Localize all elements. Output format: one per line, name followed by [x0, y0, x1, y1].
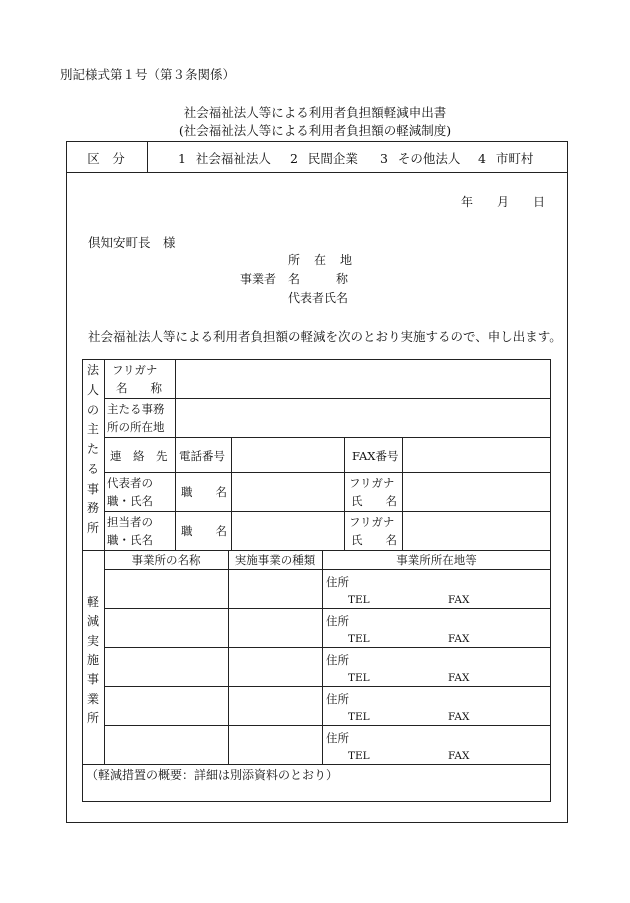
form-number: 別記様式第１号（第３条関係）	[60, 67, 236, 82]
office-name-label: 名 称	[116, 381, 162, 395]
date-month[interactable]: 月	[497, 195, 510, 209]
phone-number-label: 電話番号	[179, 449, 225, 463]
main-office-address-field[interactable]	[176, 399, 550, 436]
header-facility-name: 事業所の名称	[131, 553, 201, 567]
row-tel-label: TEL	[348, 633, 370, 645]
declaration-statement: 社会福祉法人等による利用者負担額の軽減を次のとおり実施するので、申し出ます。	[88, 329, 562, 344]
contact-label: 連 絡 先	[110, 449, 168, 463]
addressee: 倶知安町長 様	[88, 235, 176, 250]
category-option-2[interactable]: 2 民間企業	[290, 151, 358, 166]
row-fax-label: FAX	[448, 594, 470, 606]
furigana-label: フリガナ	[112, 363, 158, 377]
office-name-field[interactable]	[176, 360, 550, 397]
row-fax-label: FAX	[448, 672, 470, 684]
representative-furigana-label: フリガナ	[349, 476, 395, 490]
row-address-label: 住所	[326, 575, 349, 589]
staff-position-label: 職 名	[181, 524, 227, 538]
representative-name-field[interactable]	[403, 473, 550, 510]
date-year[interactable]: 年	[461, 195, 474, 209]
main-office-label-line1: 主たる事務	[107, 402, 165, 416]
header-service-type: 実施事業の種類	[234, 553, 316, 567]
row-line-2	[104, 647, 551, 648]
staff-label-line1: 担当者の	[107, 515, 153, 529]
main-office-side-label: 法 人 の 主 た る 事 務 所	[86, 363, 99, 535]
mid-column-divider	[344, 437, 345, 550]
service-type-column-divider	[322, 550, 323, 764]
category-option-3[interactable]: 3 その他法人	[380, 151, 461, 166]
row-address-label: 住所	[326, 692, 349, 706]
fax-number-field[interactable]	[403, 438, 550, 471]
staff-label-line2: 職・氏名	[107, 533, 153, 547]
row-tel-label: TEL	[348, 672, 370, 684]
row-tel-label: TEL	[348, 594, 370, 606]
category-column-divider	[147, 142, 148, 172]
category-option-1[interactable]: 1 社会福祉法人	[178, 151, 271, 166]
applicant-name-label: 名 称	[288, 272, 349, 286]
staff-name-label: 氏 名	[351, 533, 397, 547]
row-fax-label: FAX	[448, 750, 470, 762]
category-row-divider	[67, 172, 567, 173]
reduction-side-label: 軽 減 実 施 事 業 所	[86, 595, 99, 725]
category-option-4[interactable]: 4 市町村	[478, 151, 534, 166]
row-tel-label: TEL	[348, 711, 370, 723]
category-label: 区 分	[87, 151, 125, 166]
representative-label-line2: 職・氏名	[107, 494, 153, 508]
representative-name-label: 氏 名	[351, 494, 397, 508]
row-address-label: 住所	[326, 614, 349, 628]
document-title: 社会福祉法人等による利用者負担額軽減申出書	[183, 105, 447, 120]
representative-label-line1: 代表者の	[107, 476, 153, 490]
row-fax-label: FAX	[448, 633, 470, 645]
row-fax-label: FAX	[448, 711, 470, 723]
staff-furigana-label: フリガナ	[349, 515, 395, 529]
phone-number-field[interactable]	[232, 438, 343, 471]
row-address-label: 住所	[326, 731, 349, 745]
reduction-overview-field[interactable]	[83, 785, 550, 801]
fax-number-label: FAX番号	[352, 449, 399, 463]
reduction-overview-label: （軽減措置の概要：詳細は別添資料のとおり）	[86, 768, 339, 782]
row-address-label: 住所	[326, 653, 349, 667]
staff-position-field[interactable]	[232, 512, 343, 549]
row-tel-label: TEL	[348, 750, 370, 762]
representative-position-label: 職 名	[181, 485, 227, 499]
main-office-label-line2: 所の所在地	[107, 420, 165, 434]
date-day[interactable]: 日	[533, 195, 546, 209]
row-line-1	[104, 608, 551, 609]
facility-name-column-divider	[228, 550, 229, 764]
staff-name-field[interactable]	[403, 512, 550, 549]
document-subtitle: (社会福祉法人等による利用者負担額の軽減制度)	[178, 123, 452, 138]
applicant-address-label: 所 在 地	[288, 253, 354, 267]
applicant-representative-label: 代表者氏名	[288, 291, 349, 305]
row-line-3	[104, 686, 551, 687]
row-line-4	[104, 725, 551, 726]
header-facility-location: 事業所所在地等	[396, 553, 477, 567]
applicant-group-label: 事業者	[240, 272, 277, 286]
representative-position-field[interactable]	[232, 473, 343, 510]
